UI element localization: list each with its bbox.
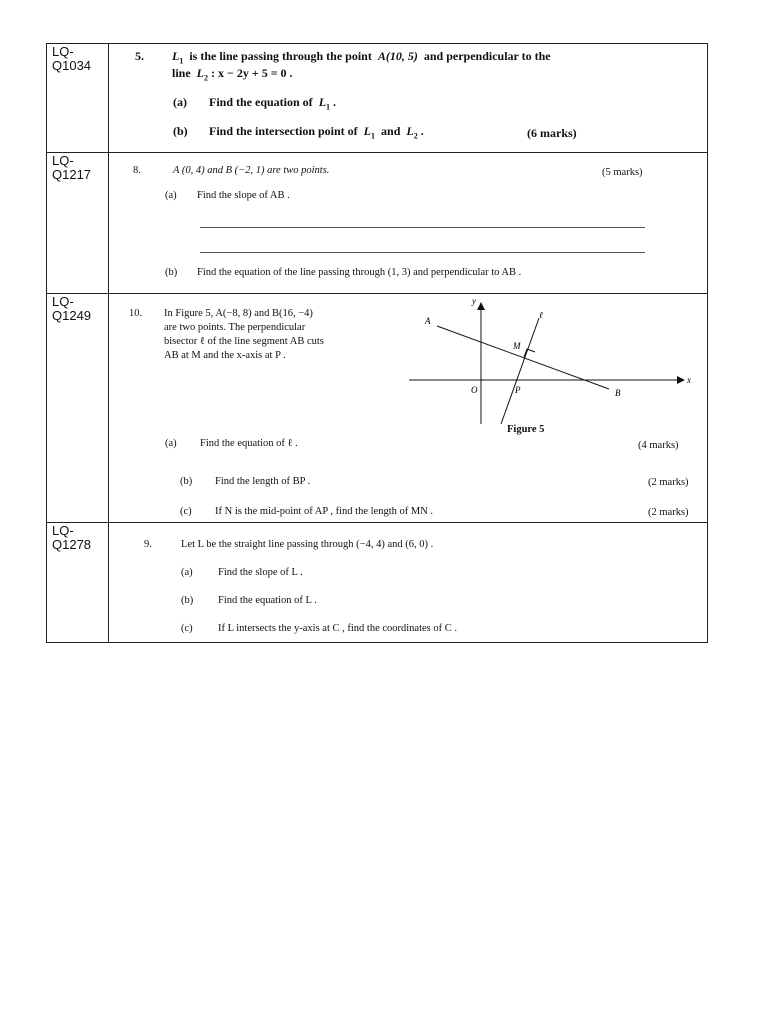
question-stem-line-3: bisector ℓ of the line segment AB cuts [164,336,324,347]
part-b-text: Find the intersection point of $L_1$ and $L_2$ . [209,124,424,141]
question-stem-line-2: are two points. The perpendicular [164,322,306,333]
question-id-cell [47,153,109,293]
x-axis-arrow [677,376,685,384]
part-a-text: Find the slope of L . [218,567,303,578]
answer-line [200,227,645,228]
part-b-label: (b) [173,124,188,138]
question-id-cell [47,294,109,522]
question-id: LQ- Q1249 [52,294,92,323]
label-x: x [687,375,691,385]
question-id: LQ- Q1217 [52,153,92,182]
part-c-label: (c) [180,506,192,517]
part-b-label: (b) [181,595,194,606]
question-row-3 [47,294,707,522]
part-b-text: Find the length of BP . [215,476,311,487]
part-a-label: (a) [165,438,177,449]
question-number: 9. [144,539,152,550]
figure-caption: Figure 5 [507,424,545,435]
figure-5 [397,296,697,436]
y-axis-arrow [477,302,485,310]
label-y: y [472,296,476,306]
part-c-text: If N is the mid-point of AP , find the length of MN . [215,506,434,517]
label-m: M [513,341,521,351]
question-number: 10. [129,308,143,319]
part-b-label: (b) [165,267,178,278]
label-b: B [615,388,621,398]
question-number: 8. [133,165,141,176]
question-row-1 [47,44,707,152]
question-row-4 [47,523,707,643]
part-a-text: Find the equation of ℓ . [200,438,298,449]
question-row-2 [47,153,707,293]
question-table [46,43,708,643]
answer-line [200,252,645,253]
question-stem: Let L be the straight line passing through (−4, 4) and (6, 0) . [181,539,434,550]
perpendicular-bisector [501,318,539,424]
part-a-label: (a) [165,190,177,201]
marks: (6 marks) [527,126,577,140]
question-id: LQ- Q1278 [52,523,92,552]
part-a-text: Find the slope of AB . [197,190,290,201]
part-c-label: (c) [181,623,193,634]
marks: (5 marks) [602,167,643,178]
label-a: A [425,316,431,326]
part-a-label: (a) [173,95,187,109]
part-b-text: Find the equation of L . [218,595,317,606]
question-stem-line-2: line $L_2$ : x − 2y + 5 = 0 . [172,66,293,83]
part-a-text: Find the equation of $L_1$ . [209,95,337,112]
question-stem-line-1: In Figure 5, A(−8, 8) and B(16, −4) [164,308,313,319]
marks: (2 marks) [648,507,689,518]
question-stem-line-4: AB at M and the x-axis at P . [164,350,286,361]
label-o: O [471,385,478,395]
part-b-label: (b) [180,476,193,487]
label-p: P [515,385,521,395]
part-b-text: Find the equation of the line passing through (1, 3) and perpendicular to AB . [197,267,522,278]
part-a-label: (a) [181,567,193,578]
question-id: LQ- Q1034 [52,44,92,73]
question-id-cell [47,523,109,643]
question-stem-line-1: $L_1$ is the line passing through the point A(10, 5) and perpendicular to the [172,49,551,66]
part-c-text: If L intersects the y-axis at C , find the coordinates of C . [218,623,458,634]
question-number: 5. [135,49,144,63]
question-stem: A (0, 4) and B (−2, 1) are two points. [173,165,330,176]
marks: (2 marks) [648,477,689,488]
label-l: ℓ [539,310,543,320]
question-id-cell [47,44,109,152]
marks: (4 marks) [638,440,679,451]
